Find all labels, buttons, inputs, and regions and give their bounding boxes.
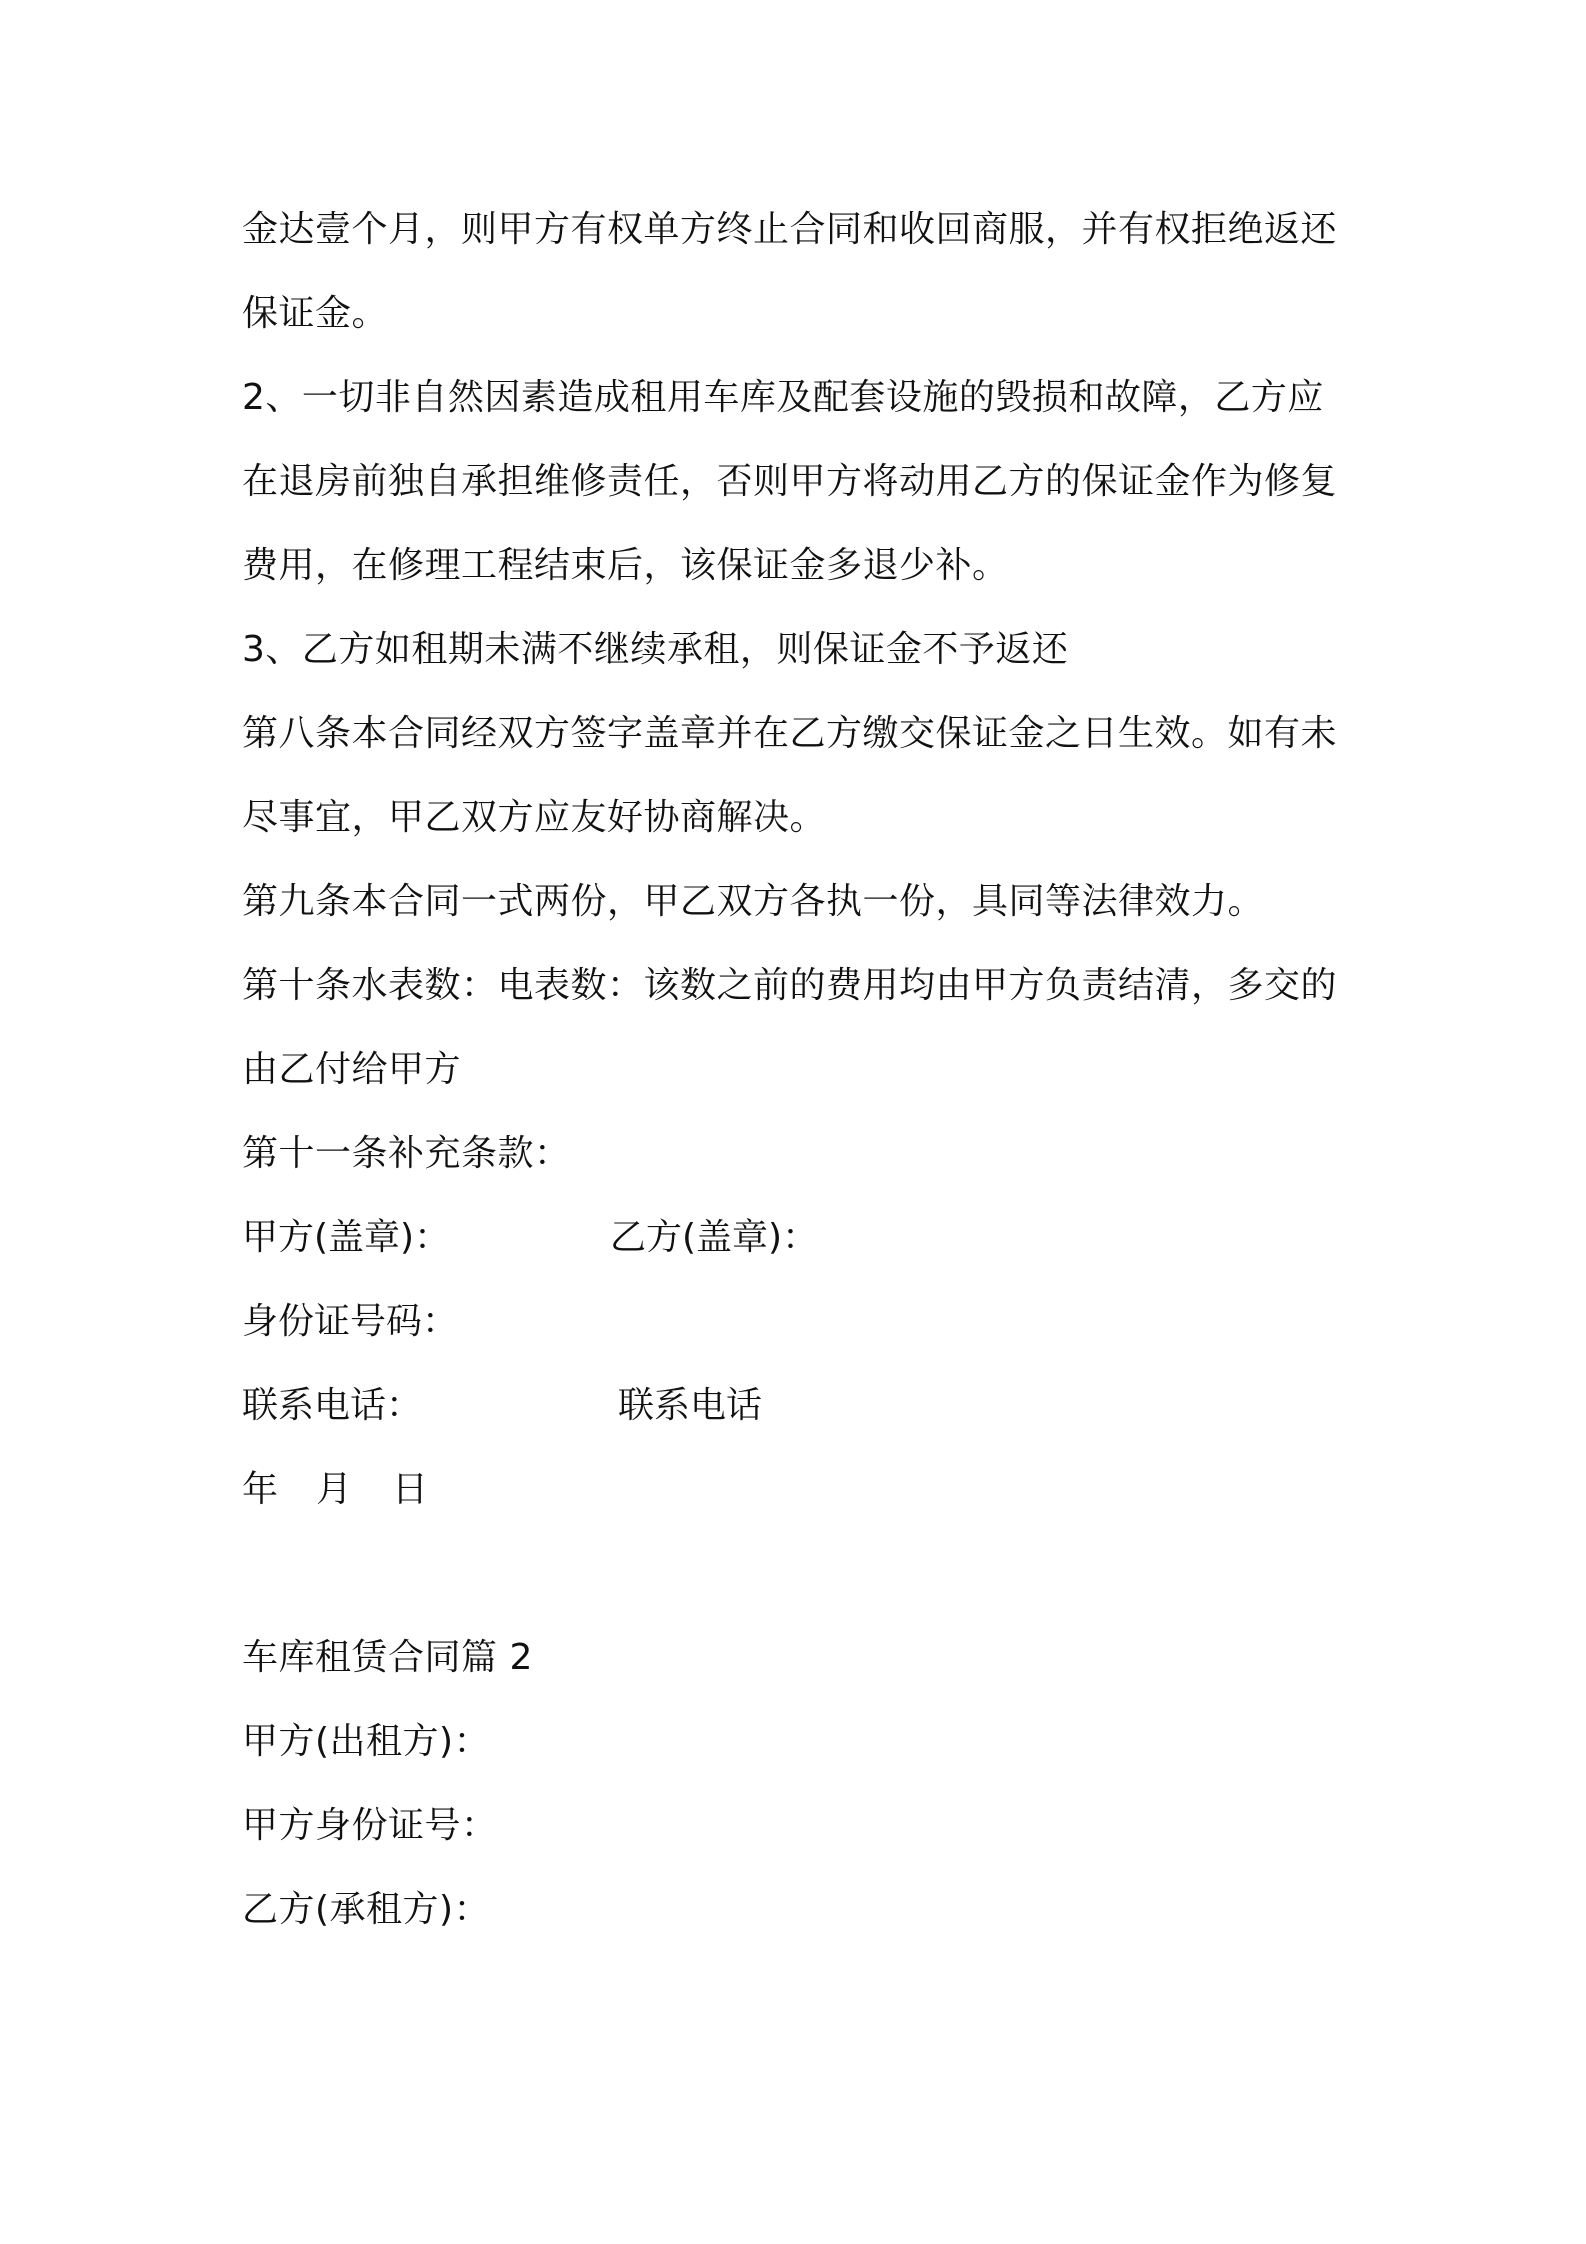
paragraph-line-12: 第十一条补充条款：	[242, 1133, 571, 1174]
party-a-seal-label: 甲方(盖章)：	[242, 1217, 451, 1258]
paragraph-line-3: 2、一切非自然因素造成租用车库及配套设施的毁损和故障，乙方应	[242, 377, 1324, 418]
lessee-label: 乙方(承租方)：	[242, 1889, 491, 1930]
phone-b-label: 联系电话	[618, 1385, 763, 1426]
paragraph-line-9: 第九条本合同一式两份，甲乙双方各执一份，具同等法律效力。	[242, 881, 1265, 922]
lessor-id-label: 甲方身份证号：	[242, 1805, 498, 1846]
date-month: 月	[316, 1469, 353, 1510]
paragraph-line-10: 第十条水表数：电表数：该数之前的费用均由甲方负责结清，多交的	[242, 965, 1338, 1006]
paragraph-line-7: 第八条本合同经双方签字盖章并在乙方缴交保证金之日生效。如有未	[242, 713, 1338, 754]
date-year: 年	[242, 1469, 279, 1510]
date-day: 日	[392, 1469, 429, 1510]
party-b-seal-label: 乙方(盖章)：	[610, 1217, 819, 1258]
paragraph-line-8: 尽事宜，甲乙双方应友好协商解决。	[242, 797, 827, 838]
section-2-title: 车库租赁合同篇 2	[242, 1637, 533, 1678]
id-number-label: 身份证号码：	[242, 1301, 459, 1342]
paragraph-line-1: 金达壹个月，则甲方有权单方终止合同和收回商服，并有权拒绝返还	[242, 209, 1338, 250]
lessor-label: 甲方(出租方)：	[242, 1721, 491, 1762]
phone-a-label: 联系电话：	[242, 1385, 423, 1426]
paragraph-line-4: 在退房前独自承担维修责任，否则甲方将动用乙方的保证金作为修复	[242, 461, 1338, 502]
paragraph-line-2: 保证金。	[242, 293, 389, 334]
paragraph-line-11: 由乙付给甲方	[242, 1049, 462, 1090]
paragraph-line-6: 3、乙方如租期未满不继续承租，则保证金不予返还	[242, 629, 1069, 670]
paragraph-line-5: 费用，在修理工程结束后，该保证金多退少补。	[242, 545, 1009, 586]
